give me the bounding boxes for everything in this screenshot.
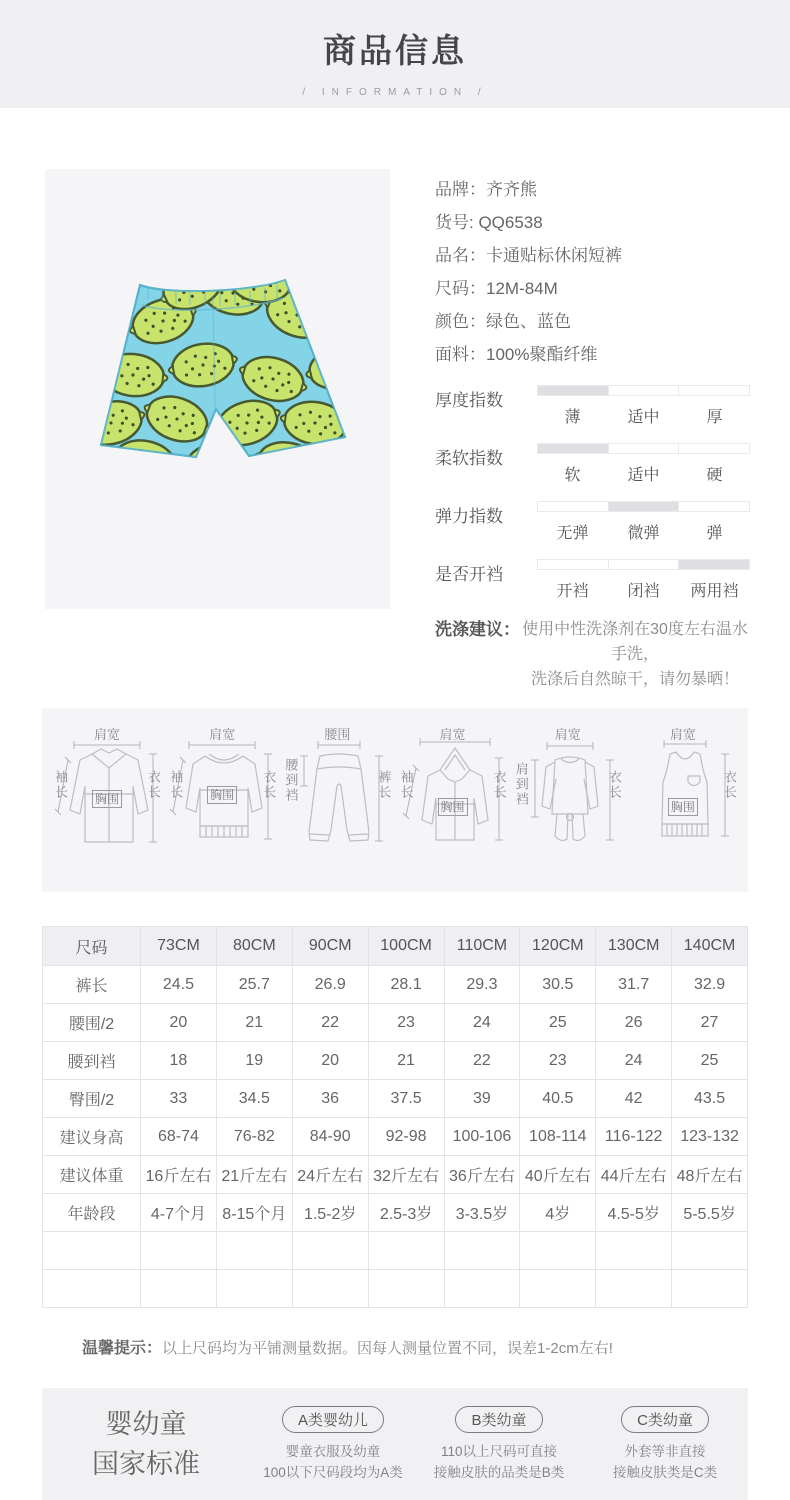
value-cell: 21 [368,1042,444,1080]
value-cell [672,1270,748,1308]
value-cell: 4.5-5岁 [596,1194,672,1232]
measure-label-top: 腰围 [324,727,351,742]
measure-label-chest: 胸围 [668,798,698,816]
main-section [0,108,790,692]
value-cell [596,1270,672,1308]
row-label-cell: 臀围/2 [43,1080,141,1118]
value-cell [141,1270,217,1308]
measure-label-top: 肩宽 [439,727,466,742]
washing-label: 洗涤建议： [435,620,520,639]
measure-label-right: 衣长 [146,770,161,800]
row-label-cell: 裤长 [43,966,141,1004]
value-cell: 36斤左右 [444,1156,520,1194]
value-cell: 32斤左右 [368,1156,444,1194]
value-cell: 116-122 [596,1118,672,1156]
index-bar [537,443,750,454]
value-cell: 48斤左右 [672,1156,748,1194]
row-label-cell [43,1270,141,1308]
standard-category-a [250,1406,416,1483]
value-cell: 68-74 [141,1118,217,1156]
index-option: 硬 [706,467,723,484]
measure-label-top: 肩宽 [93,727,120,742]
standards-title-line2: 国家标准 [92,1449,200,1479]
value-cell: 23 [520,1042,596,1080]
value-cell: 5-5.5岁 [672,1194,748,1232]
value-cell: 32.9 [672,966,748,1004]
value-cell: 24.5 [141,966,217,1004]
diagram-pants [284,724,390,876]
value-cell [216,1232,292,1270]
measure-label-left: 袖长 [53,770,68,800]
measure-diagram-section [42,708,748,892]
washing-advice [435,617,750,692]
value-cell: 31.7 [596,966,672,1004]
measure-label-right: 衣长 [606,770,622,800]
detail-item-no: 货号: QQ6538 [435,213,543,232]
value-cell: 33 [141,1080,217,1118]
washing-text [520,617,750,692]
value-cell: 22 [444,1042,520,1080]
category-line1: 外套等非直接 [624,1443,706,1459]
category-line1: 婴童衣服及幼童 [285,1443,381,1459]
table-row [43,1156,748,1194]
value-cell: 28.1 [368,966,444,1004]
index-option: 薄 [564,409,581,426]
size-table-header-cell: 73CM [141,927,217,966]
index-option: 两用裆 [690,583,739,600]
value-cell: 21斤左右 [216,1156,292,1194]
diagram-hoodie [400,724,506,876]
value-cell: 26 [596,1004,672,1042]
detail-name: 品名：卡通贴标休闲短裤 [435,246,622,265]
row-label-cell: 建议身高 [43,1118,141,1156]
measure-label-left: 袖长 [398,770,414,800]
value-cell [596,1232,672,1270]
tips-text: 以上尺码均为平铺测量数据。因每人测量位置不同，误差1-2cm左右! [162,1340,613,1357]
page-subtitle: / INFORMATION / [302,87,488,98]
index-option: 微弹 [627,525,660,542]
shorts-illustration [45,169,390,609]
value-cell: 100-106 [444,1118,520,1156]
size-table-header-cell: 80CM [216,927,292,966]
index-label: 厚度指数 [435,391,503,410]
measure-label-left: 腰到裆 [283,758,299,803]
index-bar [537,501,750,512]
value-cell: 21 [216,1004,292,1042]
measure-label-top: 肩宽 [669,727,696,742]
value-cell: 24 [596,1042,672,1080]
value-cell: 92-98 [368,1118,444,1156]
measure-label-left: 肩到裆 [513,762,529,807]
measure-label-chest: 胸围 [92,790,122,808]
measure-label-top: 肩宽 [209,727,236,742]
measure-label-right: 裤长 [376,770,392,800]
row-label-cell: 腰到裆 [43,1042,141,1080]
value-cell: 19 [216,1042,292,1080]
index-option: 适中 [627,409,660,426]
value-cell: 25 [520,1004,596,1042]
value-cell: 8-15个月 [216,1194,292,1232]
value-cell: 26.9 [292,966,368,1004]
standards-title-line1: 婴幼童 [105,1409,187,1439]
detail-material: 面料：100%聚酯纤维 [435,345,598,364]
washing-line1: 使用中性洗涤剂在30度左右温水手洗， [522,621,748,663]
value-cell: 25.7 [216,966,292,1004]
value-cell: 43.5 [672,1080,748,1118]
row-label-cell: 腰围/2 [43,1004,141,1042]
index-option: 闭裆 [627,583,660,600]
value-cell: 16斤左右 [141,1156,217,1194]
diagram-sweater [169,724,275,876]
category-line1: 110以上尺码可直接 [440,1443,558,1459]
value-cell [520,1270,596,1308]
detail-brand: 品牌：齐齐熊 [435,180,537,199]
value-cell [520,1232,596,1270]
table-row [43,1118,748,1156]
index-label: 弹力指数 [435,507,503,526]
size-table-header-cell: 140CM [672,927,748,966]
category-badge: B类幼童 [455,1406,542,1433]
value-cell [368,1232,444,1270]
size-table-header-cell: 110CM [444,927,520,966]
value-cell [444,1270,520,1308]
value-cell: 40.5 [520,1080,596,1118]
value-cell: 1.5-2岁 [292,1194,368,1232]
standards-title [42,1404,250,1484]
value-cell: 20 [292,1042,368,1080]
index-option: 软 [564,467,581,484]
measure-label-chest: 胸围 [207,786,237,804]
value-cell: 108-114 [520,1118,596,1156]
table-row [43,1004,748,1042]
product-detail-panel [435,169,750,692]
row-label-cell: 年龄段 [43,1194,141,1232]
value-cell [672,1232,748,1270]
value-cell: 27 [672,1004,748,1042]
value-cell: 37.5 [368,1080,444,1118]
value-cell: 24斤左右 [292,1156,368,1194]
index-option: 适中 [627,467,660,484]
category-line2: 100以下尺码段均为A类 [263,1464,403,1480]
washing-line2: 洗涤后自然晾干，请勿暴晒！ [530,671,739,688]
table-row [43,1270,748,1308]
diagram-shirt [54,724,160,876]
value-cell [368,1270,444,1308]
value-cell: 36 [292,1080,368,1118]
size-table-header-cell: 90CM [292,927,368,966]
value-cell: 4-7个月 [141,1194,217,1232]
index-label: 是否开裆 [435,565,503,584]
table-row [43,1080,748,1118]
table-row [43,966,748,1004]
page-title: 商品信息 [323,32,467,69]
table-row [43,1232,748,1270]
category-line2: 接触皮肤的品类是B类 [433,1464,565,1480]
value-cell: 76-82 [216,1118,292,1156]
value-cell: 42 [596,1080,672,1118]
standards-section [42,1388,748,1500]
category-badge: A类婴幼儿 [282,1406,384,1433]
category-line2: 接触皮肤类是C类 [612,1464,718,1480]
value-cell [292,1270,368,1308]
table-row [43,1042,748,1080]
size-table-header-row [43,927,748,966]
value-cell: 40斤左右 [520,1156,596,1194]
value-cell: 23 [368,1004,444,1042]
measure-label-top: 肩宽 [554,727,581,742]
size-table-header-cell: 100CM [368,927,444,966]
table-row [43,1194,748,1232]
index-row-softness [435,443,750,485]
value-cell: 22 [292,1004,368,1042]
value-cell: 30.5 [520,966,596,1004]
value-cell [292,1232,368,1270]
measure-label-right: 衣长 [491,770,507,800]
product-image [45,169,390,609]
value-cell: 84-90 [292,1118,368,1156]
measure-label-right: 衣长 [261,770,277,800]
value-cell: 18 [141,1042,217,1080]
row-label-cell [43,1232,141,1270]
value-cell: 4岁 [520,1194,596,1232]
value-cell: 44斤左右 [596,1156,672,1194]
index-list [435,385,750,601]
value-cell: 20 [141,1004,217,1042]
detail-color: 颜色：绿色、蓝色 [435,312,571,331]
tips [42,1335,748,1358]
tips-label: 温馨提示： [82,1340,163,1357]
size-table-header-cell: 130CM [596,927,672,966]
standard-category-c [582,1406,748,1483]
value-cell: 3-3.5岁 [444,1194,520,1232]
index-option: 开裆 [556,583,589,600]
index-bar [537,559,750,570]
diagram-vest [630,724,736,876]
index-row-crotch [435,559,750,601]
value-cell: 123-132 [672,1118,748,1156]
standard-category-b [416,1406,582,1483]
measure-label-chest: 胸围 [438,798,468,816]
value-cell: 39 [444,1080,520,1118]
index-label: 柔软指数 [435,449,503,468]
measure-label-left: 袖长 [168,770,184,800]
index-option: 无弹 [556,525,589,542]
value-cell [216,1270,292,1308]
measure-label-right: 衣长 [721,770,737,800]
size-table-header-cell: 120CM [520,927,596,966]
diagram-romper [515,724,621,876]
value-cell: 2.5-3岁 [368,1194,444,1232]
size-table-header-cell: 尺码 [43,927,141,966]
index-option: 厚 [706,409,723,426]
detail-size: 尺码：12M-84M [435,279,558,298]
index-row-elasticity [435,501,750,543]
row-label-cell: 建议体重 [43,1156,141,1194]
value-cell: 24 [444,1004,520,1042]
value-cell [141,1232,217,1270]
value-cell: 29.3 [444,966,520,1004]
value-cell [444,1232,520,1270]
index-option: 弹 [706,525,723,542]
size-table [42,926,748,1308]
index-row-thickness [435,385,750,427]
category-badge: C类幼童 [621,1406,709,1433]
value-cell: 34.5 [216,1080,292,1118]
header [0,0,790,108]
value-cell: 25 [672,1042,748,1080]
index-bar [537,385,750,396]
